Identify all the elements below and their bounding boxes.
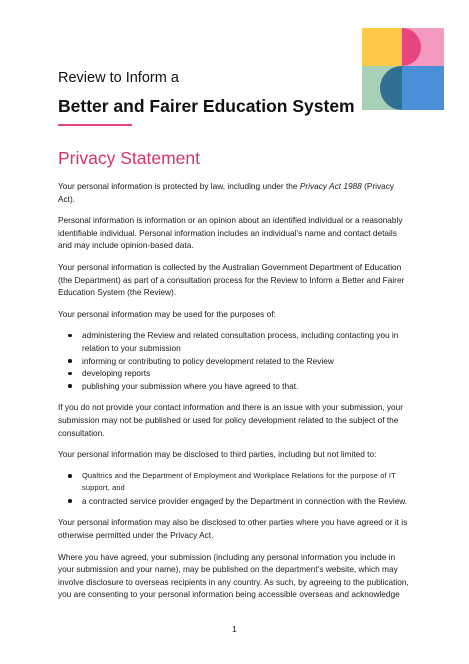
list-item: developing reports [58,367,412,380]
paragraph-definition: Personal information is information or an opinion about an identified individual or a reasonably identifiable individual. Personal information includes an individual’s name and contact details and may include opinion-based data. [58,215,403,251]
paragraph-other-disclosure: Your personal information may also be disclosed to other parties where you have agreed or it is otherwise permitted under the Privacy Act. [58,517,408,541]
section-heading: Privacy Statement [58,148,200,168]
page-number: 1 [232,624,237,634]
logo-blue-block [402,66,444,110]
list-item: publishing your submission where you have agreed to that. [58,380,412,393]
list-item: informing or contributing to policy development related to the Review [58,355,412,368]
third-parties-list [58,470,412,508]
paragraph-use-intro: Your personal information may be used for the purposes of: [58,308,276,319]
act-name: Privacy Act 1988 [299,181,362,191]
purposes-list [58,329,412,392]
text-run: (Privacy Act). [58,181,395,204]
document-title: Better and Fairer Education System [58,96,355,116]
paragraph-no-contact: If you do not provide your contact information and there is an issue with your submission, your submission may not be published or used for policy development related to the subject of the consultation. [58,402,403,438]
text-run: Your personal information is protected by law, including under the [58,181,300,191]
logo-yellow-block [362,28,402,66]
list-item: administering the Review and related consultation process, including contacting you in relation to your submission [58,329,412,354]
paragraph-disclosure-intro: Your personal information may be disclosed to third parties, including but not limited to: [58,449,377,460]
paragraph-legal-protection [58,180,412,205]
list-item: a contracted service provider engaged by the Department in connection with the Review. [58,495,412,508]
paragraph-publication: Where you have agreed, your submission (including any personal information you include in your submission and your name), may be published on the department’s website, which may involve disclosure to overseas recipients in any country. As such, by agreeing to the publication, you are consenting to your personal information being accessible overseas and acknowledge [58,551,409,600]
document-kicker: Review to Inform a [58,70,179,86]
paragraph-collection: Your personal information is collected by the Australian Government Department of Education (the Department) as part of a consultation process for the Review to Inform a Better and Fairer Education System (the Review). [58,261,405,298]
list-item: Qualtrics and the Department of Employment and Workplace Relations for the purpose of IT support, and [58,470,412,495]
privacy-statement-body [58,180,412,610]
title-underline-rule [58,124,132,126]
education-review-logo [362,28,444,110]
